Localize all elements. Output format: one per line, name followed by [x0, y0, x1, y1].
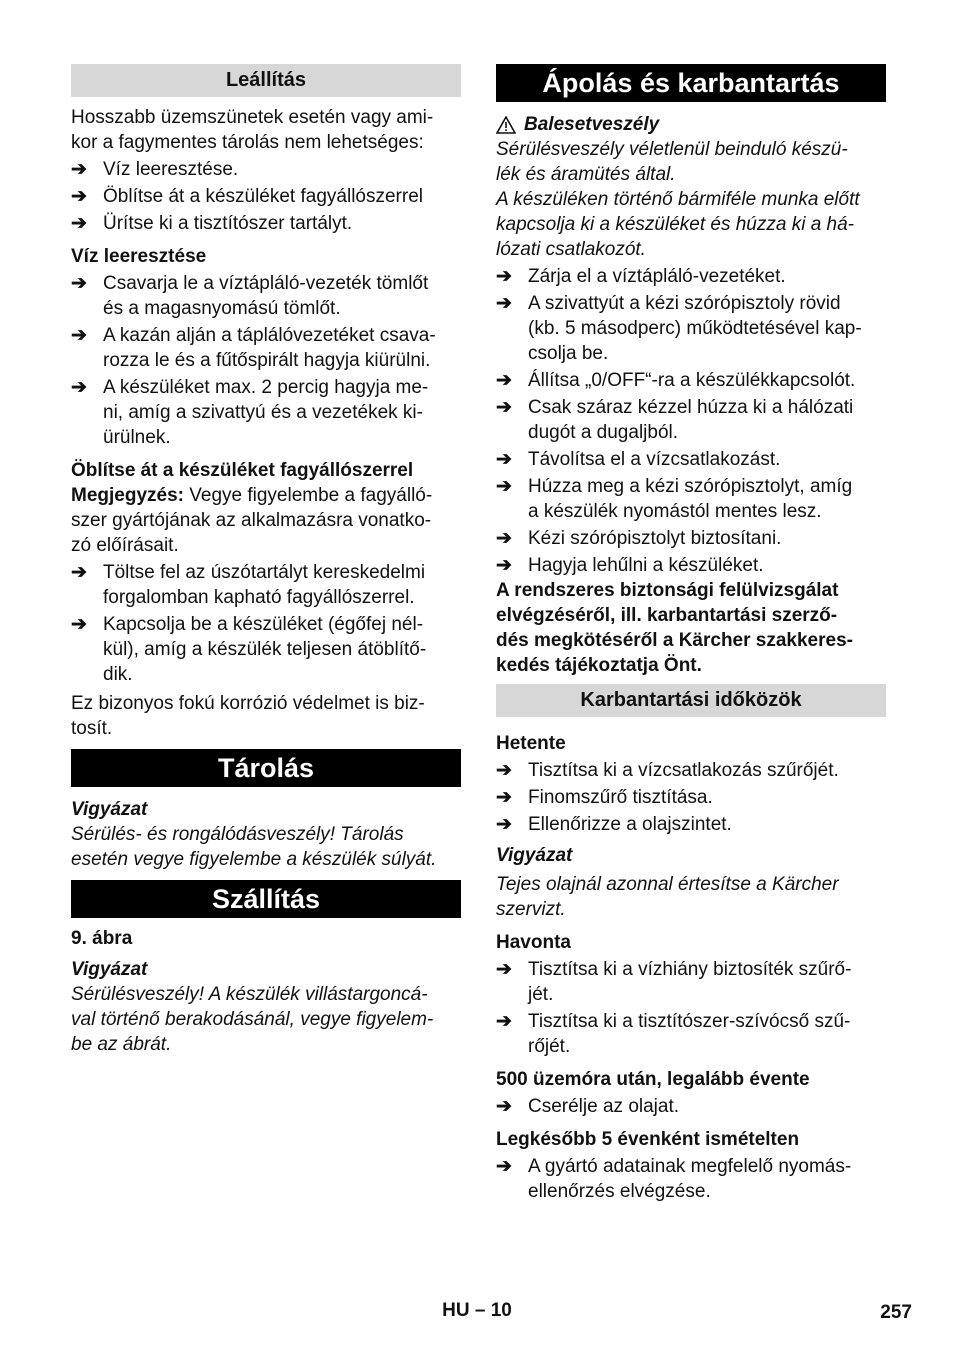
figure-ref: 9. ábra — [71, 928, 133, 949]
arrow-right-icon: ➔ — [496, 555, 512, 576]
list-item: ➔ Húzza meg a kézi szórópisztolyt, amíg a készülék nyomástól mentes lesz. — [496, 476, 853, 522]
section-heading-szallitas: Szállítás — [71, 880, 461, 918]
caution-text: Sérülésveszély! A készülék villástargoncá- val történő berakodásánál, vegye figyelem- be az ábrát. — [71, 984, 434, 1055]
section-heading-tarolas: Tárolás — [71, 749, 461, 787]
list-item: ➔ Zárja el a víztápláló-vezetéket. — [496, 266, 786, 287]
list-item: ➔ A szivattyút a kézi szórópisztoly rövid (kb. 5 másodperc) működtetésével kap- csolja be. — [496, 293, 862, 364]
list-item: ➔ Töltse fel az úszótartályt kereskedelmi forgalomban kapható fagyállószerrel. — [71, 562, 426, 608]
subheading-uzemora: 500 üzemóra után, legalább évente — [496, 1069, 810, 1090]
inspection-note: A rendszeres biztonsági felülvizsgálat elvégzéséről, ill. karbantartási szerző- dés megkötéséről a Kärcher szakkeres- kedés tájékoztatja Önt. — [496, 580, 853, 676]
list-item: ➔ A készüléket max. 2 percig hagyja me- ni, amíg a szivattyú és a vezetékek ki- ürülnek. — [71, 377, 429, 448]
arrow-right-icon: ➔ — [496, 370, 512, 391]
footer-section-ref: HU – 10 — [442, 1300, 512, 1321]
arrow-right-icon: ➔ — [71, 273, 87, 294]
section-heading-leallitas: Leállítás — [71, 64, 461, 97]
list-item: ➔ Távolítsa el a vízcsatlakozást. — [496, 449, 781, 470]
caution-label: Vigyázat — [496, 845, 573, 866]
arrow-right-icon: ➔ — [71, 325, 87, 346]
warning-triangle-icon — [496, 116, 516, 134]
list-item: ➔ A kazán alján a táplálóvezetéket csava- rozza le és a fűtőspirált hagyja kiürülni. — [71, 325, 436, 371]
section-heading-apolas: Ápolás és karbantartás — [496, 64, 886, 102]
danger-heading: Balesetveszély — [496, 112, 886, 137]
list-item: ➔ Tisztítsa ki a vízcsatlakozás szűrőjét. — [496, 760, 839, 781]
list-item: ➔ Hagyja lehűlni a készüléket. — [496, 555, 764, 576]
arrow-right-icon: ➔ — [496, 1011, 512, 1032]
arrow-right-icon: ➔ — [496, 449, 512, 470]
arrow-right-icon: ➔ — [496, 1156, 512, 1177]
corrosion-note: Ez bizonyos fokú korrózió védelmet is biz- tosít. — [71, 693, 425, 739]
subheading-oblitse: Öblítse át a készüléket fagyállószerrel — [71, 460, 414, 481]
list-item: ➔ Tisztítsa ki a tisztítószer-szívócső szű- rőjét. — [496, 1011, 851, 1057]
list-item: ➔ Kézi szórópisztolyt biztosítani. — [496, 528, 782, 549]
list-item: ➔ Ellenőrizze a olajszintet. — [496, 814, 732, 835]
arrow-right-icon: ➔ — [496, 476, 512, 497]
arrow-right-icon: ➔ — [71, 377, 87, 398]
arrow-right-icon: ➔ — [71, 213, 87, 234]
arrow-right-icon: ➔ — [71, 562, 87, 583]
subheading-legkesobb: Legkésőbb 5 évenként ismételten — [496, 1129, 800, 1150]
arrow-right-icon: ➔ — [496, 814, 512, 835]
list-item: ➔ Csak száraz kézzel húzza ki a hálózati dugót a dugaljból. — [496, 397, 854, 443]
list-item: ➔ Öblítse át a készüléket fagyállószerrel — [71, 186, 423, 207]
list-item: ➔ Finomszűrő tisztítása. — [496, 787, 713, 808]
arrow-right-icon: ➔ — [496, 760, 512, 781]
caution-label: Vigyázat — [71, 799, 148, 820]
subheading-hetente: Hetente — [496, 733, 566, 754]
caution-text: Sérülés- és rongálódásveszély! Tárolás esetén vegye figyelembe a készülék súlyát. — [71, 824, 437, 870]
section-heading-karbantartasi: Karbantartási időközök — [496, 684, 886, 717]
list-item: ➔ Víz leeresztése. — [71, 159, 239, 180]
danger-text: Sérülésveszély véletlenül beinduló készü- lék és áramütés által. A készüléken történő bármiféle munka előtt kapcsolja ki a készüléket és húzza ki a há- lózati csatlakozót. — [496, 139, 860, 260]
arrow-right-icon: ➔ — [496, 528, 512, 549]
list-item: ➔ Tisztítsa ki a vízhiány biztosíték szűrő- jét. — [496, 959, 852, 1005]
intro-line: kor a fagymentes tárolás nem lehetséges: — [71, 132, 424, 153]
subheading-viz-leeresztese: Víz leeresztése — [71, 246, 207, 267]
arrow-right-icon: ➔ — [496, 293, 512, 314]
list-item: ➔ Csavarja le a víztápláló-vezeték tömlőt és a magasnyomású tömlőt. — [71, 273, 429, 319]
page-number: 257 — [880, 1302, 912, 1323]
caution-label: Vigyázat — [71, 959, 148, 980]
list-item: ➔ Ürítse ki a tisztítószer tartályt. — [71, 213, 353, 234]
list-item: ➔ Kapcsolja be a készüléket (égőfej nél- kül), amíg a készülék teljesen átöblítő- dik. — [71, 614, 427, 685]
caution-text: Tejes olajnál azonnal értesítse a Kärcher szervizt. — [496, 874, 839, 920]
subheading-havonta: Havonta — [496, 932, 571, 953]
arrow-right-icon: ➔ — [496, 266, 512, 287]
arrow-right-icon: ➔ — [71, 186, 87, 207]
left-column — [71, 64, 461, 1057]
arrow-right-icon: ➔ — [496, 787, 512, 808]
arrow-right-icon: ➔ — [71, 159, 87, 180]
arrow-right-icon: ➔ — [71, 614, 87, 635]
note-paragraph: Megjegyzés: Vegye figyelembe a fagyálló- szer gyártójának az alkalmazásra vonatko- zó előírásait. — [71, 485, 433, 556]
list-item: ➔ A gyártó adatainak megfelelő nyomás- ellenőrzés elvégzése. — [496, 1156, 852, 1202]
arrow-right-icon: ➔ — [496, 397, 512, 418]
right-column — [496, 64, 886, 1204]
list-item: ➔ Cserélje az olajat. — [496, 1096, 680, 1117]
arrow-right-icon: ➔ — [496, 1096, 512, 1117]
list-item: ➔ Állítsa „0/OFF“-ra a készülékkapcsolót. — [496, 370, 856, 391]
arrow-right-icon: ➔ — [496, 959, 512, 980]
intro-line: Hosszabb üzemszünetek esetén vagy ami- — [71, 107, 434, 128]
